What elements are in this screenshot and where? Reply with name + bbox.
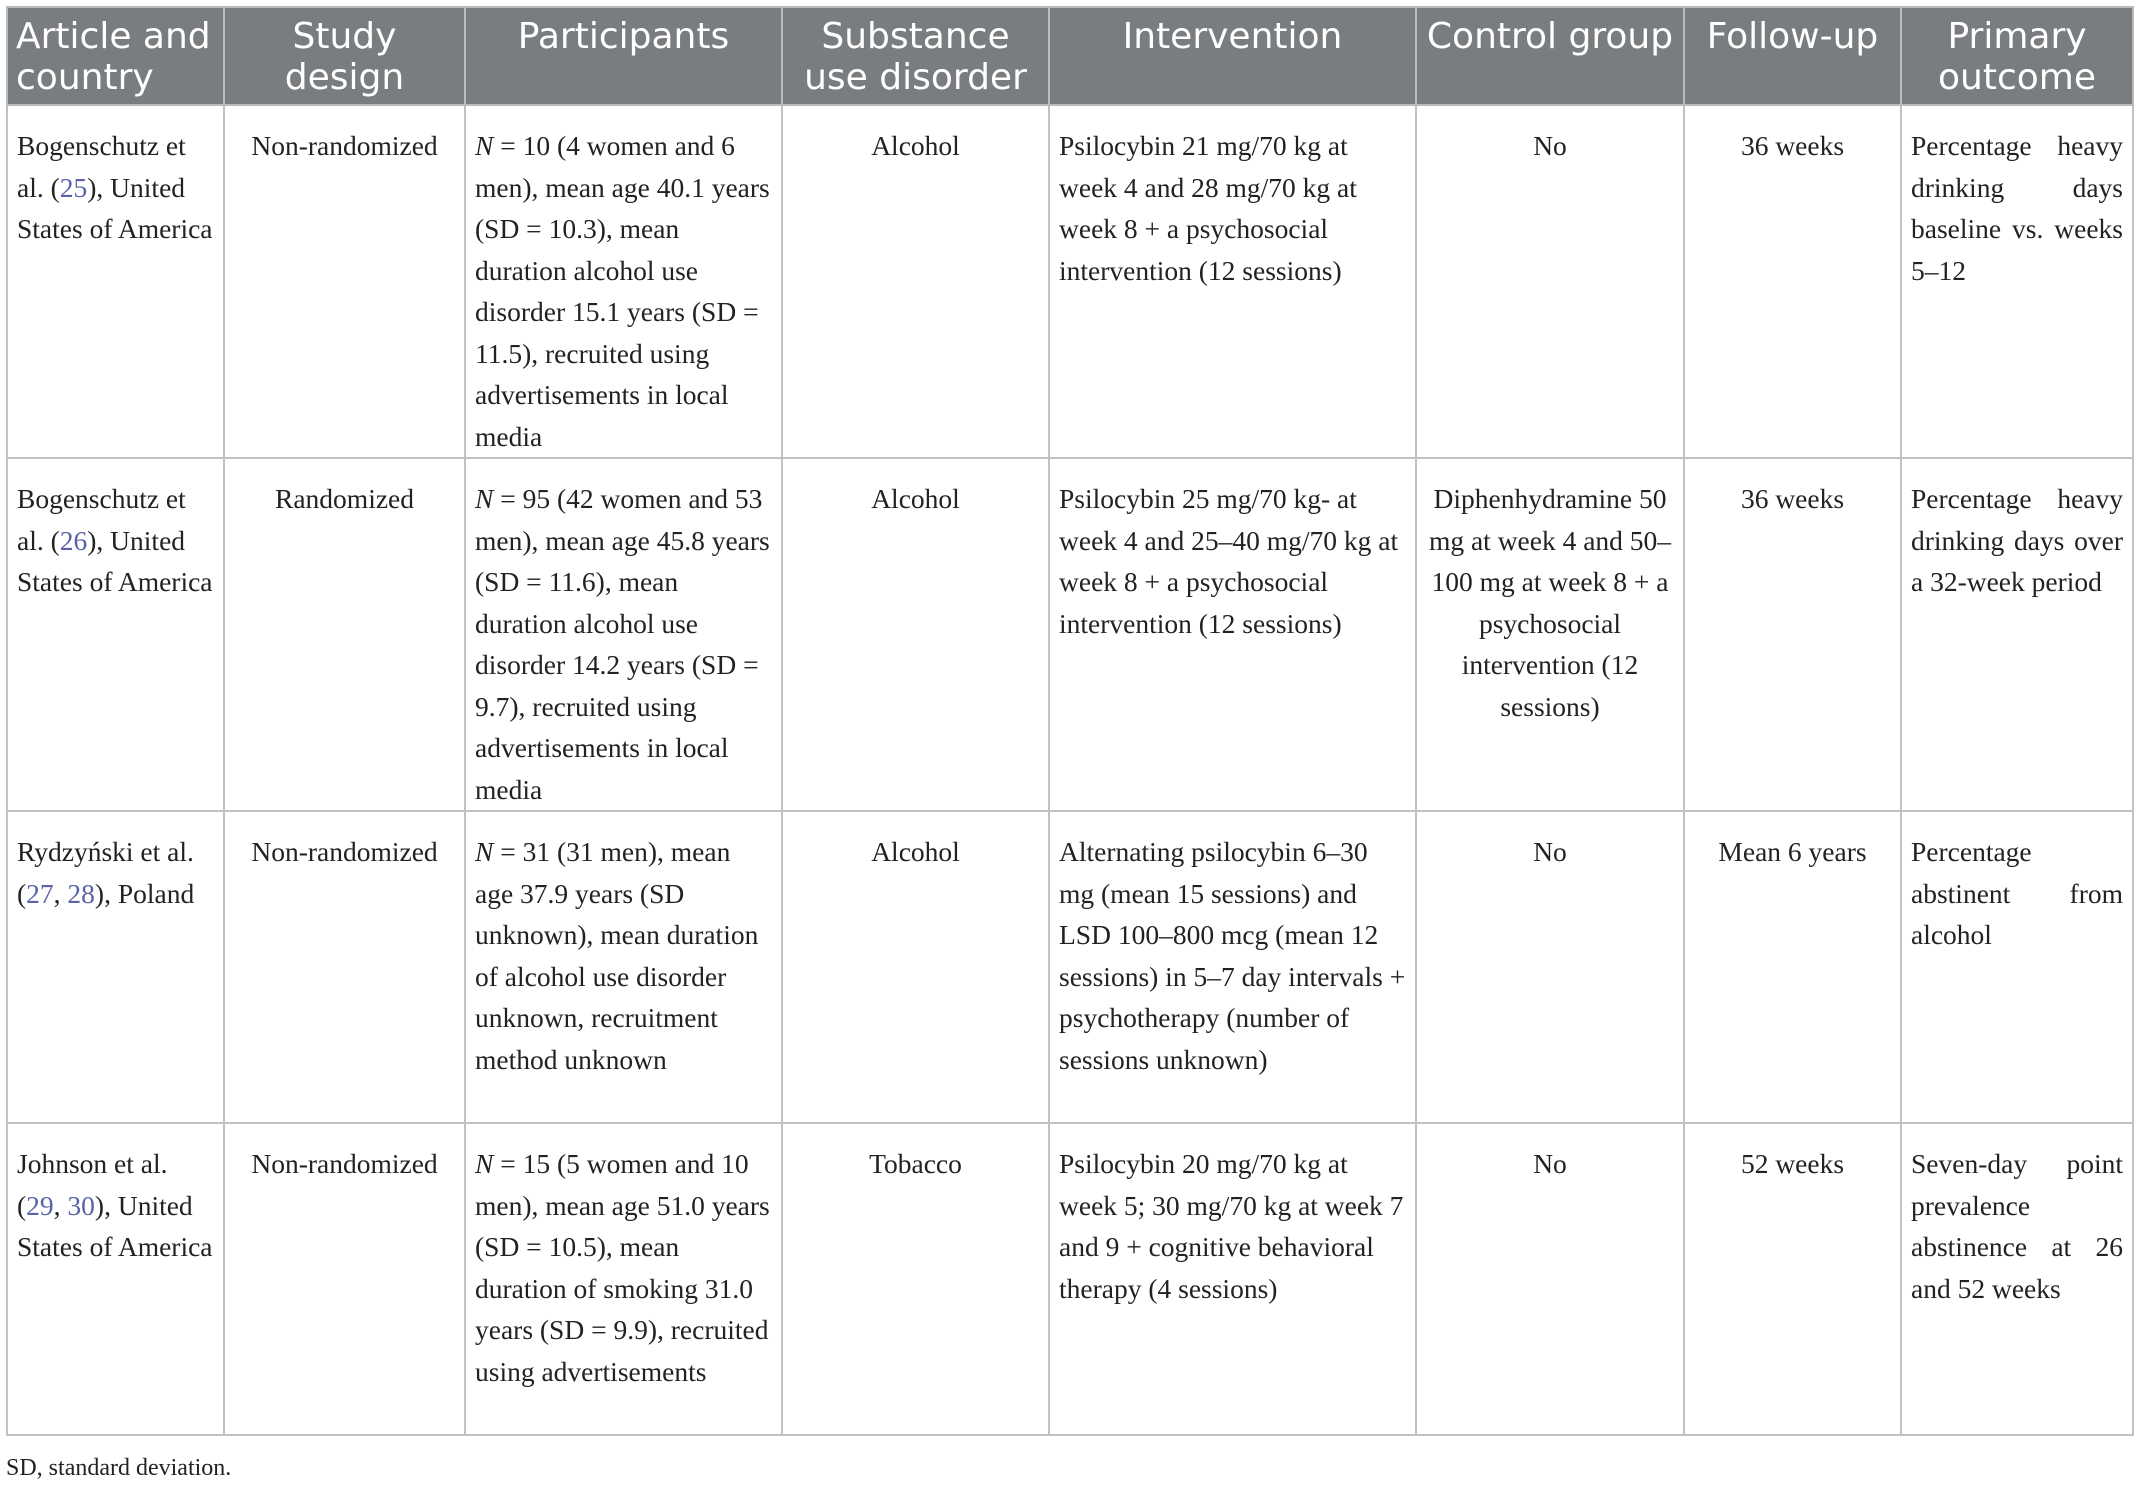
- table-row: [7, 1123, 2133, 1435]
- header-control: Control group: [1416, 7, 1684, 105]
- reference-link[interactable]: 25: [59, 171, 88, 203]
- cell-design: Randomized: [224, 458, 465, 811]
- header-intervention: Intervention: [1049, 7, 1416, 105]
- cell-sud: Alcohol: [782, 458, 1049, 811]
- header-followup: Follow-up: [1684, 7, 1901, 105]
- table-header-row: [7, 7, 2133, 105]
- table-row: [7, 458, 2133, 811]
- header-outcome: Primary outcome: [1901, 7, 2133, 105]
- cell-control: No: [1416, 1123, 1684, 1435]
- study-table: [6, 6, 2134, 1436]
- cell-design: Non-randomized: [224, 105, 465, 458]
- cell-participants: N = 31 (31 men), mean age 37.9 years (SD unknown), mean duration of alcohol use disorder unknown, recruitment method unknown: [465, 811, 782, 1123]
- cell-control: No: [1416, 105, 1684, 458]
- table-row: [7, 105, 2133, 458]
- cell-sud: Tobacco: [782, 1123, 1049, 1435]
- cell-design: Non-randomized: [224, 811, 465, 1123]
- reference-link[interactable]: 30: [67, 1189, 95, 1221]
- cell-intervention: Psilocybin 20 mg/70 kg at week 5; 30 mg/70 kg at week 7 and 9 + cognitive behavioral therapy (4 sessions): [1049, 1123, 1416, 1435]
- cell-sud: Alcohol: [782, 811, 1049, 1123]
- cell-outcome: Percentage heavy drinking days baseline vs. weeks 5–12: [1901, 105, 2133, 458]
- reference-link[interactable]: 28: [67, 877, 95, 909]
- reference-link[interactable]: 27: [26, 877, 54, 909]
- cell-article: Bogenschutz et al. (26), United States of America: [7, 458, 224, 811]
- cell-followup: 52 weeks: [1684, 1123, 1901, 1435]
- cell-article: Johnson et al. (29, 30), United States of America: [7, 1123, 224, 1435]
- header-article: Article and country: [7, 7, 224, 105]
- table-row: [7, 811, 2133, 1123]
- cell-control: Diphenhydramine 50 mg at week 4 and 50–100 mg at week 8 + a psychosocial intervention (12 sessions): [1416, 458, 1684, 811]
- cell-followup: Mean 6 years: [1684, 811, 1901, 1123]
- cell-followup: 36 weeks: [1684, 105, 1901, 458]
- cell-outcome: Seven-day point prevalence abstinence at 26 and 52 weeks: [1901, 1123, 2133, 1435]
- cell-article: Bogenschutz et al. (25), United States of America: [7, 105, 224, 458]
- header-participants: Participants: [465, 7, 782, 105]
- cell-outcome: Percentage heavy drinking days over a 32-week period: [1901, 458, 2133, 811]
- cell-participants: N = 10 (4 women and 6 men), mean age 40.1 years (SD = 10.3), mean duration alcohol use disorder 15.1 years (SD = 11.5), recruited using advertisements in local media: [465, 105, 782, 458]
- cell-control: No: [1416, 811, 1684, 1123]
- reference-link[interactable]: 26: [59, 524, 88, 556]
- cell-intervention: Psilocybin 21 mg/70 kg at week 4 and 28 mg/70 kg at week 8 + a psychosocial intervention (12 sessions): [1049, 105, 1416, 458]
- cell-intervention: Alternating psilocybin 6–30 mg (mean 15 sessions) and LSD 100–800 mcg (mean 12 sessions) in 5–7 day intervals + psychotherapy (number of sessions unknown): [1049, 811, 1416, 1123]
- cell-design: Non-randomized: [224, 1123, 465, 1435]
- table-footnote: SD, standard deviation.: [6, 1455, 232, 1481]
- cell-participants: N = 95 (42 women and 53 men), mean age 45.8 years (SD = 11.6), mean duration alcohol use disorder 14.2 years (SD = 9.7), recruited using advertisements in local media: [465, 458, 782, 811]
- cell-participants: N = 15 (5 women and 10 men), mean age 51.0 years (SD = 10.5), mean duration of smoking 31.0 years (SD = 9.9), recruited using advertisements: [465, 1123, 782, 1435]
- cell-article: Rydzyński et al. (27, 28), Poland: [7, 811, 224, 1123]
- cell-sud: Alcohol: [782, 105, 1049, 458]
- cell-intervention: Psilocybin 25 mg/70 kg- at week 4 and 25–40 mg/70 kg at week 8 + a psychosocial intervention (12 sessions): [1049, 458, 1416, 811]
- header-design: Study design: [224, 7, 465, 105]
- study-table-wrapper: [6, 6, 2132, 1436]
- cell-followup: 36 weeks: [1684, 458, 1901, 811]
- header-sud: Substance use disorder: [782, 7, 1049, 105]
- reference-link[interactable]: 29: [26, 1189, 54, 1221]
- cell-outcome: Percentage abstinent from alcohol: [1901, 811, 2133, 1123]
